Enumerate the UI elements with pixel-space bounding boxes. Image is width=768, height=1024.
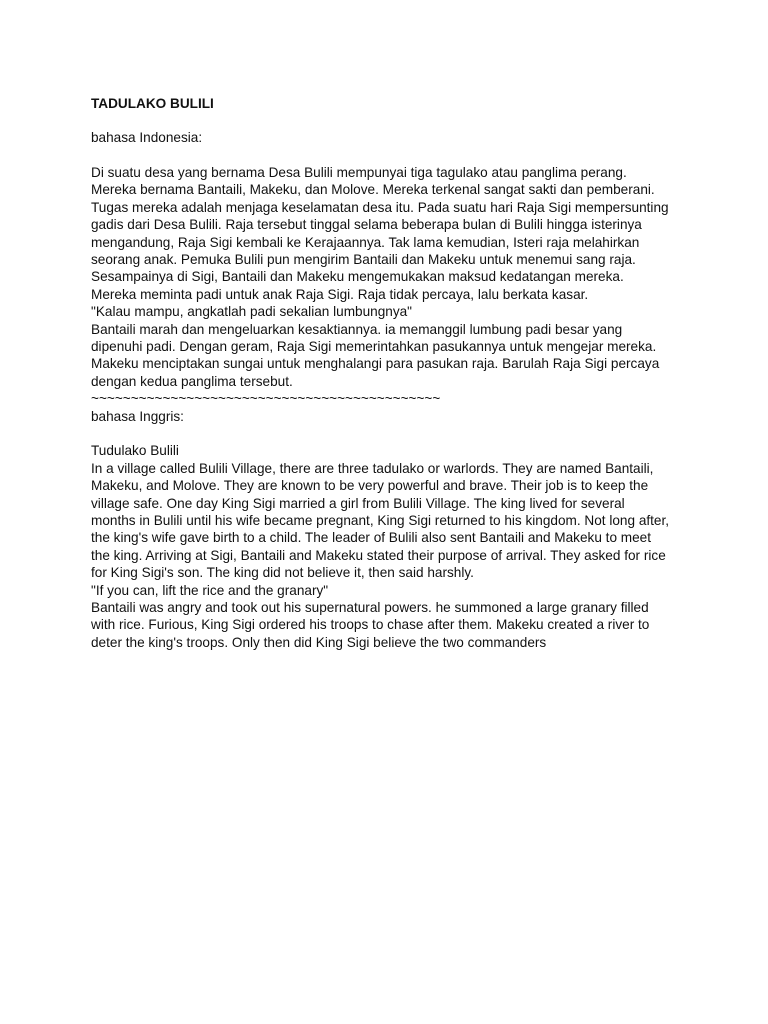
indonesian-line: dengan kedua panglima tersebut. — [91, 373, 293, 389]
english-quote: "If you can, lift the rice and the granary" — [91, 582, 329, 598]
english-heading: bahasa Inggris: — [91, 408, 184, 424]
english-subtitle: Tudulako Bulili — [91, 443, 179, 459]
document-title: TADULAKO BULILI — [91, 96, 214, 111]
english-line: for King Sigi's son. The king did not believe it, then said harshly. — [91, 565, 474, 581]
indonesian-line: Mereka meminta padi untuk anak Raja Sigi. Raja tidak percaya, lalu berkata kasar. — [91, 286, 589, 302]
english-line: Bantaili was angry and took out his supernatural powers. he summoned a large granary filled — [91, 600, 649, 615]
indonesian-quote: "Kalau mampu, angkatlah padi sekalian lumbungnya" — [91, 304, 412, 320]
indonesian-line: Sesampainya di Sigi, Bantaili dan Makeku mengemukakan maksud kedatangan mereka. — [91, 269, 624, 285]
english-line: Makeku, and Molove. They are known to be very powerful and brave. Their job is to keep the — [91, 478, 649, 494]
indonesian-line: seorang anak. Pemuka Bulili pun mengirim Bantaili dan Makeku untuk menemui sang raja. — [91, 252, 636, 267]
english-line: village safe. One day King Sigi married a girl from Bulili Village. The king lived for several — [91, 495, 625, 511]
indonesian-heading: bahasa Indonesia: — [91, 130, 203, 145]
indonesian-line: Tugas mereka adalah menjaga keselamatan desa itu. Pada suatu hari Raja Sigi mempersunting — [91, 199, 669, 215]
indonesian-line: mengandung, Raja Sigi kembali ke Kerajaannya. Tak lama kemudian, Isteri raja melahirkan — [91, 234, 640, 250]
english-line: with rice. Furious, King Sigi ordered his troops to chase after them. Makeku created a river to — [91, 617, 650, 633]
indonesian-line: Bantaili marah dan mengeluarkan kesaktiannya. ia memanggil lumbung padi besar yang — [91, 321, 623, 337]
indonesian-line: Di suatu desa yang bernama Desa Bulili mempunyai tiga tagulako atau panglima perang. — [91, 165, 627, 180]
indonesian-line: Mereka bernama Bantaili, Makeku, dan Molove. Mereka terkenal sangat sakti dan pemberani. — [91, 182, 655, 198]
indonesian-line: dipenuhi padi. Dengan geram, Raja Sigi memerintahkan pasukannya untuk mengejar mereka. — [91, 339, 657, 354]
indonesian-line: gadis dari Desa Bulili. Raja tersebut tinggal selama beberapa bulan di Bulili hingga isterinya — [91, 217, 642, 233]
english-line: the king's wife gave birth to a child. The leader of Bulili also sent Bantaili and Makeku to meet — [91, 530, 651, 546]
english-line: months in Bulili until his wife became pregnant, King Sigi returned to his kingdom. Not long after, — [91, 513, 670, 528]
english-line: the king. Arriving at Sigi, Bantaili and Makeku stated their purpose of arrival. They asked for rice — [91, 547, 666, 563]
english-line: deter the king's troops. Only then did King Sigi believe the two commanders — [91, 634, 547, 650]
indonesian-line: Makeku menciptakan sungai untuk menghalangi para pasukan raja. Barulah Raja Sigi percaya — [91, 356, 660, 372]
section-separator: ~~~~~~~~~~~~~~~~~~~~~~~~~~~~~~~~~~~~~~~~~~~~ — [91, 391, 441, 407]
english-line: In a village called Bulili Village, there are three tadulako or warlords. They are named Bantaili, — [91, 460, 654, 476]
